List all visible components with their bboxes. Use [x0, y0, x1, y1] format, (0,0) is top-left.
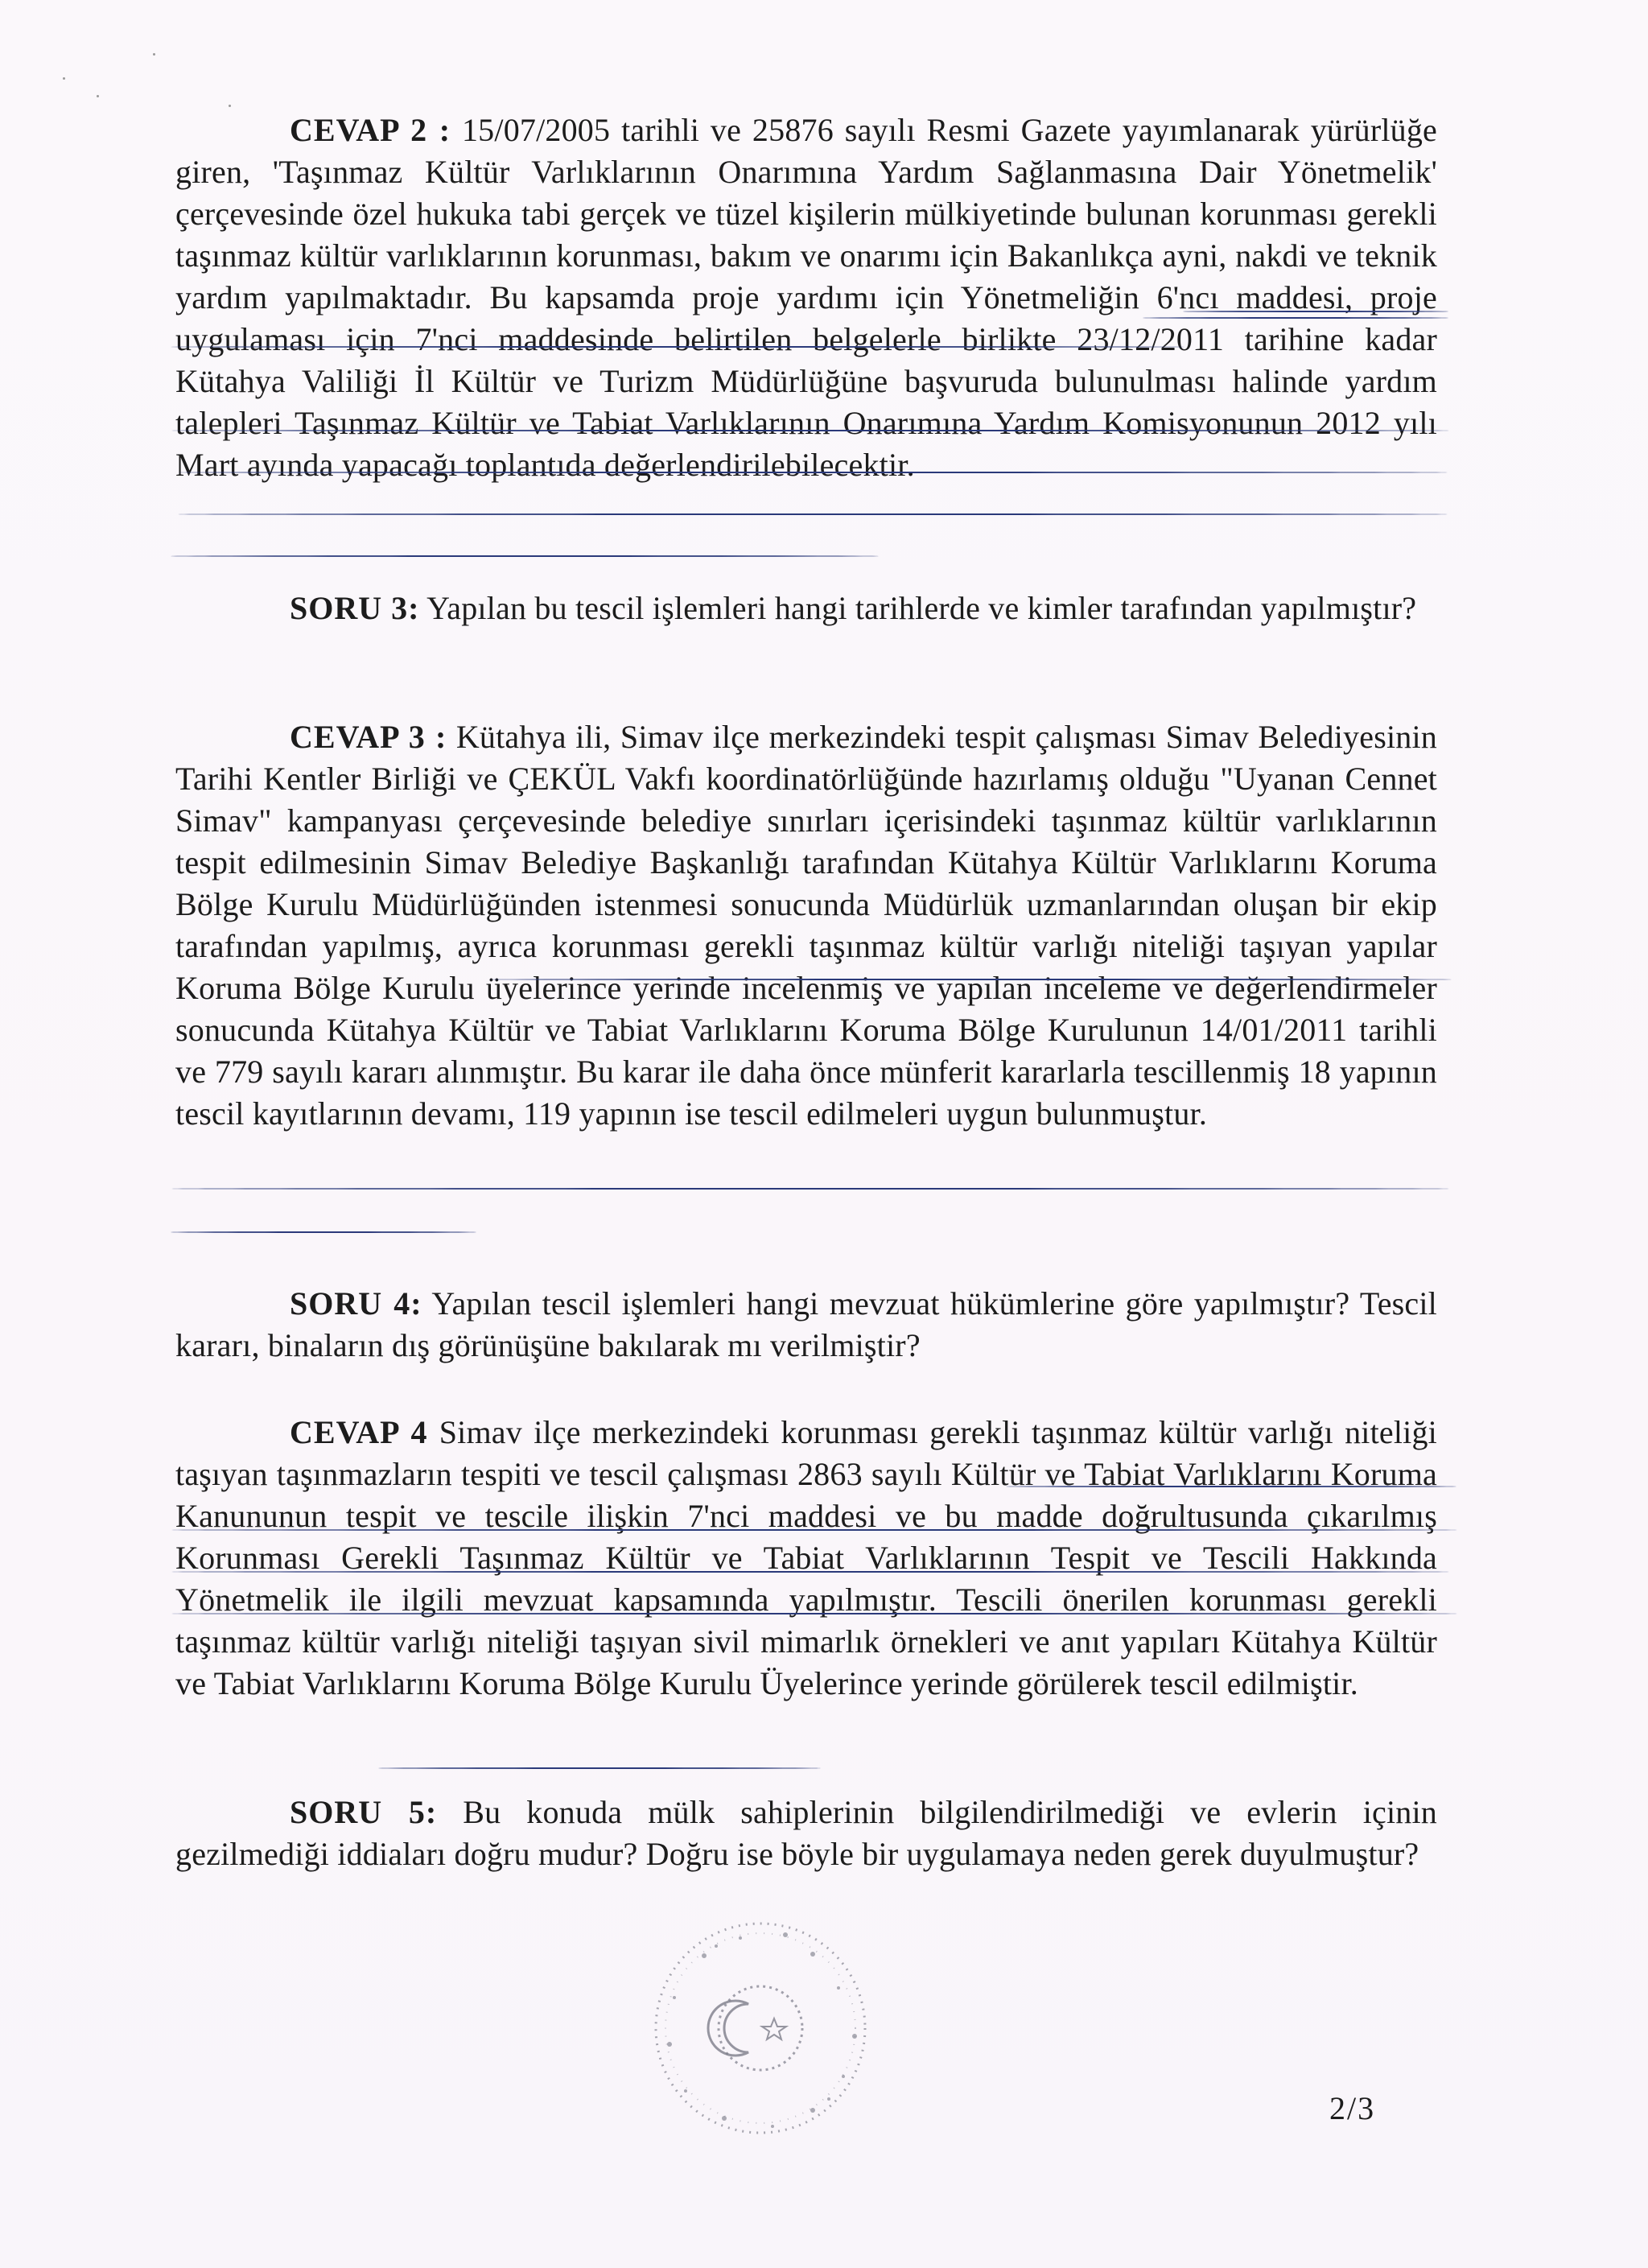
pen-underline [171, 346, 1184, 348]
answer-3-label: CEVAP 3 : [290, 719, 447, 755]
pen-underline [171, 1571, 1450, 1573]
pen-underline [171, 1529, 1458, 1531]
question-5-label: SORU 5: [290, 1794, 438, 1830]
answer-4-text: Simav ilçe merkezindeki korunması gerekli taşınmaz kültür varlığı niteliği taşıyan taşınmazların tespiti ve tescil çalışması 2863 sayılı Kültür ve Tabiat Varlıklarını Koruma Kanununun tespit ve tescile ilişkin 7'nci maddesi ve bu madde doğrultusunda çıkarılmış Korunması Gerekli Taşınmaz Kültür ve Tabiat Varlıklarının Tespit ve Tescili Hakkında Yönetmelik ile ilgili mevzuat kapsamında yapılmıştır. Tescili önerilen korunması gerekli taşınmaz kültür varlığı niteliği taşıyan sivil mimarlık örnekleri ve anıt yapıları Kütahya Kültür ve Tabiat Varlıklarını Koruma Bölge Kurulu Üyelerince yerinde görülerek tescil edilmiştir. [175, 1414, 1437, 1701]
question-3-text: Yapılan bu tescil işlemleri hangi tarihlerde ve kimler tarafından yapılmıştır? [426, 590, 1417, 626]
question-5 [175, 1792, 1437, 1875]
pen-underline [378, 1767, 821, 1769]
scan-speck [229, 105, 231, 107]
answer-4-label: CEVAP 4 [290, 1414, 428, 1450]
answer-2-text: 15/07/2005 tarihli ve 25876 sayılı Resmi Gazete yayımlanarak yürürlüğe giren, 'Taşınmaz Kültür Varlıklarının Onarımına Yardım Sağlanmasına Dair Yönetmelik' çerçevesinde özel hukuka tabi gerçek ve tüzel kişilerin mülkiyetinde bulunan korunması gerekli taşınmaz kültür varlıklarının korunması, bakım ve onarımı için Bakanlıkça ayni, nakdi ve teknik yardım yapılmaktadır. Bu kapsamda proje yardımı için Yönetmeliğin 6'ncı maddesi, proje uygulaması için 7'nci maddesinde belirtilen belgelerle birlikte 23/12/2011 tarihine kadar Kütahya Valiliği İl Kültür ve Turizm Müdürlüğüne başvuruda bulunulması halinde yardım talepleri Taşınmaz Kültür ve Tabiat Varlıklarının Onarımına Yardım Komisyonunun 2012 yılı Mart ayında yapacağı toplantıda değerlendirilebilecektir. [175, 112, 1438, 483]
pen-underline [171, 1231, 476, 1233]
answer-2-label: CEVAP 2 : [290, 112, 451, 148]
pen-underline [1006, 1486, 1456, 1487]
scan-speck [97, 95, 99, 97]
question-4 [175, 1283, 1437, 1367]
scan-speck [153, 53, 155, 56]
pen-underline [177, 513, 1448, 515]
pen-underline [171, 430, 1450, 431]
official-seal [628, 1907, 893, 2149]
page-number: 2/3 [1329, 2090, 1376, 2126]
pen-underline [171, 1613, 1458, 1614]
question-3 [175, 588, 1437, 629]
answer-4 [175, 1412, 1437, 1705]
question-4-label: SORU 4: [290, 1285, 422, 1322]
answer-3-text: Kütahya ili, Simav ilçe merkezindeki tespit çalışması Simav Belediyesinin Tarihi Kentler Birliği ve ÇEKÜL Vakfı koordinatörlüğünde hazırlamış olduğu "Uyanan Cennet Simav" kampanyası çerçevesinde belediye sınırları içerisindeki taşınmaz kültür varlıklarının tespit edilmesinin Simav Belediye Başkanlığı tarafından Kütahya Kültür Varlıklarını Koruma Bölge Kurulu Müdürlüğünden istenmesi sonucunda Müdürlük uzmanlarından oluşan bir ekip tarafından yapılmış, ayrıca korunması gerekli taşınmaz kültür varlığı niteliği taşıyan yapılar Koruma Bölge Kurulu üyelerince yerinde incelenmiş ve yapılan inceleme ve değerlendirmeler sonucunda Kütahya Kültür ve Tabiat Varlıklarını Koruma Bölge Kurulunun 14/01/2011 tarihli ve 779 sayılı kararı alınmıştır. Bu karar ile daha önce münferit kararlarla tescillenmiş 18 yapının tescil kayıtlarının devamı, 119 yapının ise tescil edilmeleri uygun bulunmuştur. [175, 719, 1437, 1132]
pen-underline [489, 979, 1452, 980]
scan-speck [63, 77, 65, 80]
pen-underline [1143, 317, 1448, 319]
question-4-text: Yapılan tescil işlemleri hangi mevzuat hükümlerine göre yapılmıştır? Tescil kararı, binaların dış görünüşüne bakılarak mı verilmiştir? [175, 1285, 1437, 1363]
answer-3 [175, 716, 1437, 1135]
pen-underline [1183, 311, 1448, 312]
pen-underline [177, 472, 1448, 473]
question-5-text: Bu konuda mülk sahiplerinin bilgilendirilmediği ve evlerin içinin gezilmediği iddiaları doğru mudur? Doğru ise böyle bir uygulamaya neden gerek duyulmuştur? [175, 1794, 1438, 1872]
question-3-label: SORU 3: [290, 590, 420, 626]
pen-underline [171, 555, 879, 557]
pen-underline [171, 1188, 1450, 1190]
